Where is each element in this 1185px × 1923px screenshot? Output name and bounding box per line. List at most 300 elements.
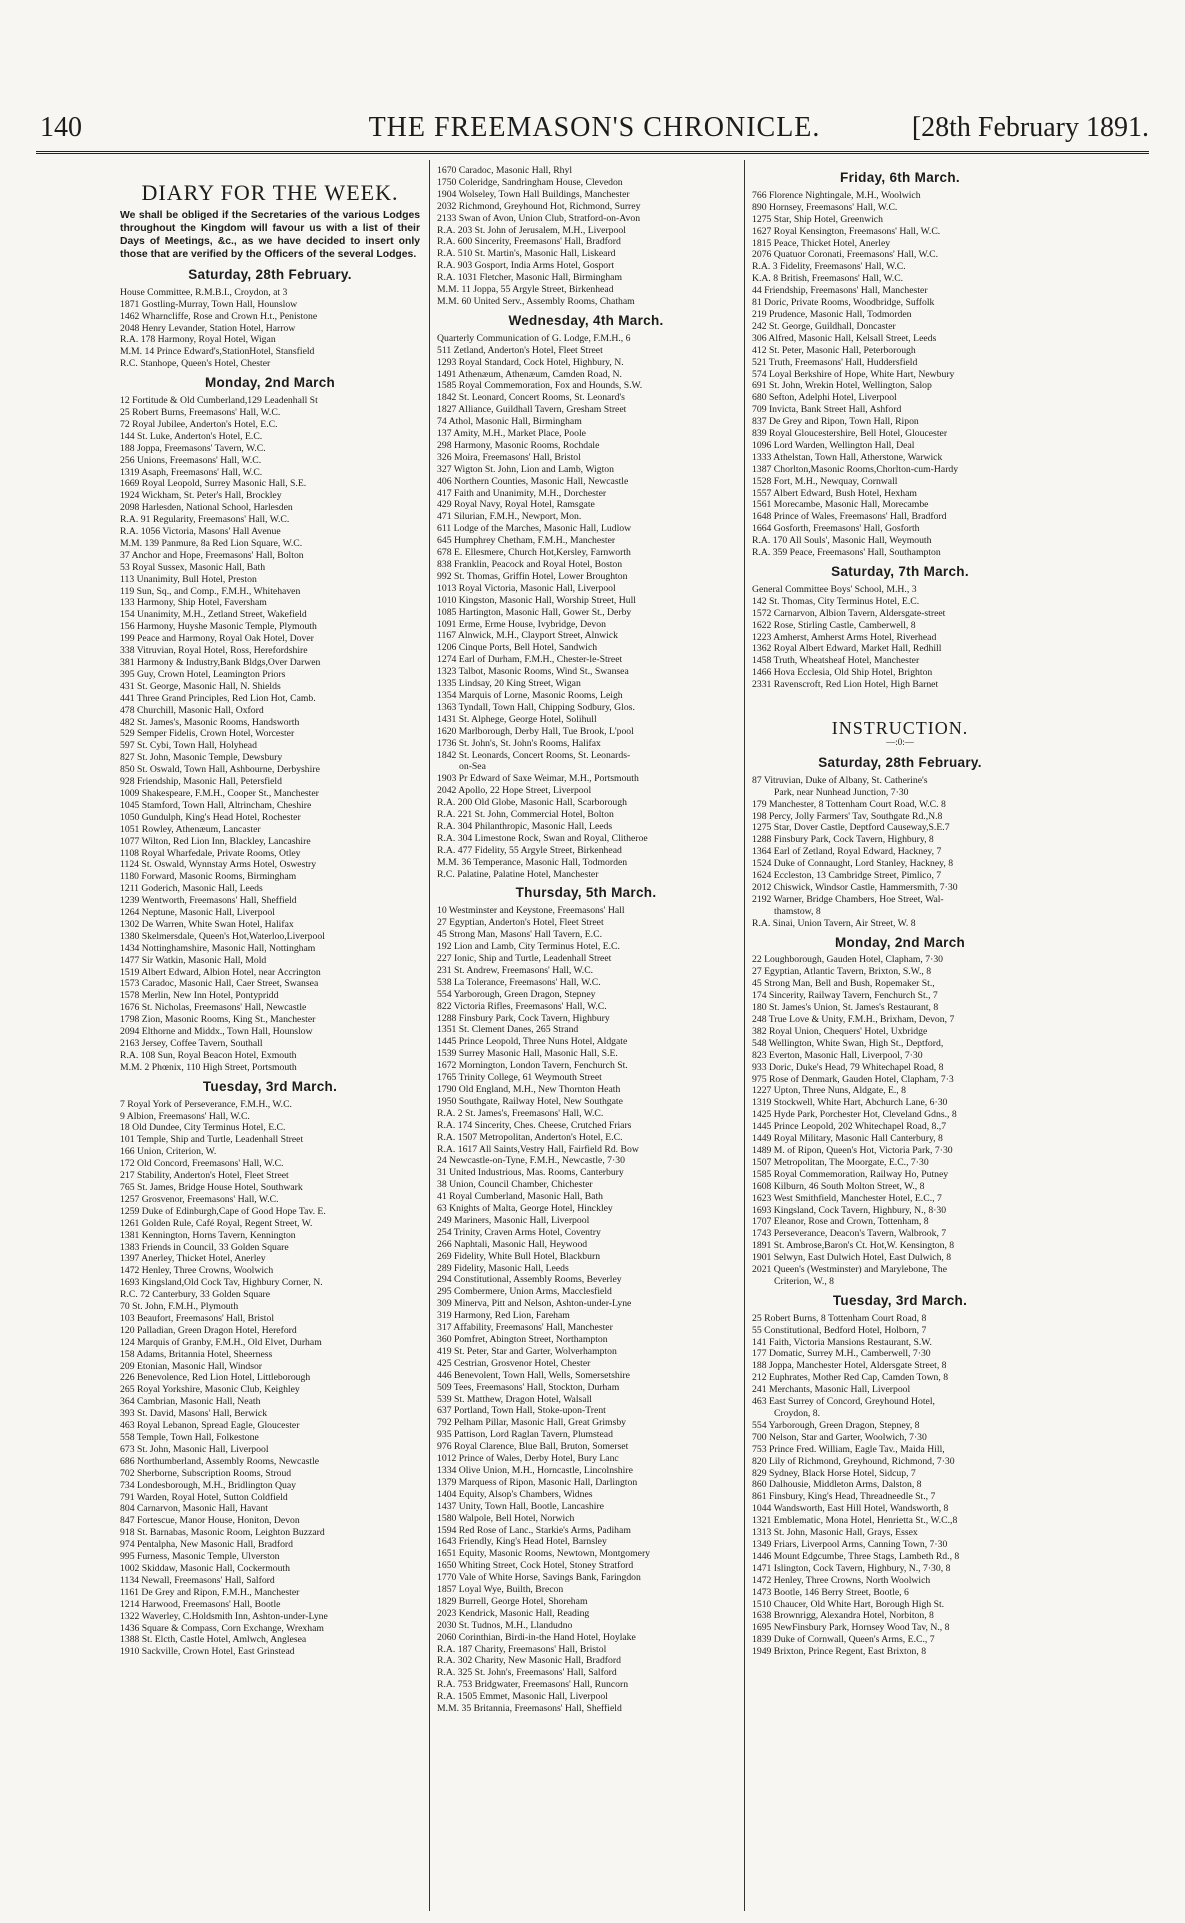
listing-line: 144 St. Luke, Anderton's Hotel, E.C. [120,430,263,442]
masthead-title: THE FREEMASON'S CHRONICLE. [368,112,821,143]
listing-line: 364 Cambrian, Masonic Hall, Neath [120,1396,261,1408]
listing-line: 1302 De Warren, White Swan Hotel, Halifax [120,918,294,930]
listing-line: R.A. 325 St. John's, Freemasons' Hall, Salford [437,1667,617,1679]
listing-line: 2098 Harlesden, National School, Harlesden [120,502,293,514]
day-heading: Saturday, 28th February. [188,266,352,282]
listing-line: 1275 Star, Ship Hotel, Greenwich [752,213,883,225]
listing-line: 188 Joppa, Freemasons' Tavern, W.C. [120,442,266,454]
listing-line: 838 Franklin, Peacock and Royal Hotel, Boston [437,559,623,570]
listing-line: 2048 Henry Levander, Station Hotel, Harrow [120,322,296,334]
listing-line: 1827 Alliance, Guildhall Tavern, Gresham Street [437,404,627,416]
listing-line: 72 Royal Jubilee, Anderton's Hotel, E.C. [120,418,278,430]
listing-line: 120 Palladian, Green Dragon Hotel, Hereford [120,1324,297,1336]
listing-line: R.A. 174 Sincerity, Ches. Cheese, Crutched Friars [437,1119,632,1131]
listing-line: 1519 Albert Edward, Albion Hotel, near Accrington [120,966,321,978]
listing-line: 1585 Royal Commemoration, Fox and Hounds, S.W. [437,380,643,392]
listing-line: 928 Friendship, Masonic Hall, Petersfield [120,776,282,788]
listing-line: 1507 Metropolitan, The Moorgate, E.C., 7·30 [752,1156,929,1168]
listing-line: 431 St. George, Masonic Hall, N. Shields [120,680,281,692]
listing-line: House Committee, R.M.B.I., Croydon, at 3 [120,286,288,298]
listing-line: 2032 Richmond, Greyhound Hot, Richmond, Surrey [437,200,641,212]
listing-line: 1651 Equity, Masonic Rooms, Newtown, Montgomery [437,1548,651,1560]
listing-line: 1573 Caradoc, Masonic Hall, Caer Street, Swansea [120,978,319,990]
day-listing [752,1313,1048,1658]
diary-days [752,172,1048,691]
listing-line: 1206 Cinque Ports, Bell Hotel, Sandwich [437,642,598,654]
listing-line: 1901 Selwyn, East Dulwich Hotel, East Dulwich, 8 [752,1252,952,1264]
listing-line: 1770 Vale of White Horse, Savings Bank, Faringdon [437,1572,641,1584]
day-heading: Wednesday, 4th March. [508,312,664,328]
listing-line: 124 Marquis of Granby, F.M.H., Old Elvet, Durham [120,1336,322,1348]
listing-line: 141 Faith, Victoria Mansions Restaurant, S.W. [752,1336,932,1348]
listing-line: 1910 Sackville, Crown Hotel, East Grinstead [120,1646,295,1658]
listing-line: 199 Peace and Harmony, Royal Oak Hotel, Dover [120,633,314,645]
day-listing [752,775,1048,930]
listing-line: 25 Robert Burns, 8 Tottenham Court Road, 8 [752,1312,927,1324]
listing-line: 860 Dalhousie, Middleton Arms, Dalston, 8 [752,1479,922,1491]
listing-line: 179 Manchester, 8 Tottenham Court Road, W.C. 8 [752,798,946,810]
listing-line: 22 Loughborough, Gauden Hotel, Clapham, 7·30 [752,954,944,966]
listing-line: R.A. 1507 Metropolitan, Anderton's Hotel, E.C. [437,1131,623,1143]
listing-line: 558 Temple, Town Hall, Folkestone [120,1432,259,1443]
listing-line: 1362 Royal Albert Edward, Market Hall, Redhill [752,643,942,655]
listing-line: 1257 Grosvenor, Freemasons' Hall, W.C. [120,1193,279,1205]
listing-line: 1669 Royal Leopold, Surrey Masonic Hall, S.E. [120,478,307,490]
listing-line: 1239 Wentworth, Freemasons' Hall, Sheffield [120,895,297,907]
listing-line: 1638 Brownrigg, Alexandra Hotel, Norbiton, 8 [752,1610,934,1622]
listing-line: 1091 Erme, Erme House, Ivybridge, Devon [437,618,606,630]
day-listing [752,584,1048,691]
listing-line: 1397 Anerley, Thicket Hotel, Anerley [120,1253,266,1265]
listing-line: 1288 Finsbury Park, Cock Tavern, Highbury [437,1012,610,1024]
listing-line: 25 Robert Burns, Freemasons' Hall, W.C. [120,406,281,418]
listing-line: 1363 Tyndall, Town Hall, Chipping Sodbury, Glos. [437,701,635,713]
listing-line: 1557 Albert Edward, Bush Hotel, Hexham [752,487,917,499]
listing-line: R.A. 359 Peace, Freemasons' Hall, Southampton [752,547,941,559]
listing-line: 709 Invicta, Bank Street Hall, Ashford [752,404,902,416]
listing-line: 791 Warden, Royal Hotel, Sutton Coldfield [120,1491,288,1503]
listing-line: 1313 St. John, Masonic Hall, Grays, Essex [752,1527,918,1539]
listing-line: 765 St. James, Bridge House Hotel, Southwark [120,1181,303,1193]
listing-line: 1627 Royal Kensington, Freemasons' Hall, W.C. [752,225,941,237]
listing-line: 482 St. James's, Masonic Rooms, Handsworth [120,716,300,728]
listing-line: R.A. 1056 Victoria, Masons' Hall Avenue [120,526,281,538]
listing-line: 1842 St. Leonard, Concert Rooms, St. Leonard's [437,392,625,404]
listing-line: 1524 Duke of Connaught, Lord Stanley, Hackney, 8 [752,858,954,870]
listing-line: 827 St. John, Masonic Temple, Dewsbury [120,752,283,764]
listing-line: 9 Albion, Freemasons' Hall, W.C. [120,1110,250,1122]
listing-line: 1458 Truth, Wheatsheaf Hotel, Manchester [752,655,920,667]
listing-line: 254 Trinity, Craven Arms Hotel, Coventry [437,1226,601,1238]
listing-line: 1462 Wharncliffe, Rose and Crown H.t., Penistone [120,310,318,322]
listing-line: 1643 Friendly, King's Head Hotel, Barnsley [437,1536,607,1548]
listing-line: 12 Fortitude & Old Cumberland,129 Leadenhall St [120,395,318,407]
listing-line: 1161 De Grey and Ripon, F.M.H., Manchester [120,1586,300,1598]
listing-line: M.M. 11 Joppa, 55 Argyle Street, Birkenhead [437,284,614,296]
listing-line: 10 Westminster and Keystone, Freemasons' Hall [437,905,625,917]
page-number: 140 [40,112,82,143]
listing-line: 933 Doric, Duke's Head, 79 Whitechapel Road, 8 [752,1061,944,1073]
listing-line: M.M. 14 Prince Edward's,StationHotel, Stansfield [120,346,315,358]
listing-line: 1333 Athelstan, Town Hall, Atherstone, Warwick [752,451,943,463]
listing-line: M.M. 35 Britannia, Freemasons' Hall, Sheffield [437,1703,622,1715]
listing-line: 1620 Marlborough, Derby Hall, Tue Brook, L'pool [437,725,634,737]
listing-line: R.A. 3 Fidelity, Freemasons' Hall, W.C. [752,261,906,273]
listing-line: 935 Pattison, Lord Raglan Tavern, Plumstead [437,1429,613,1441]
listing-line: 393 St. David, Masons' Hall, Berwick [120,1408,268,1420]
listing-line: 1322 Waverley, C.Holdsmith Inn, Ashton-under-Lyne [120,1610,328,1622]
listing-line: 1275 Star, Dover Castle, Deptford Causeway,S.E.7 [752,822,950,834]
listing-line: 509 Tees, Freemasons' Hall, Stockton, Durham [437,1381,620,1393]
listing-line: 142 St. Thomas, City Terminus Hotel, E.C. [752,595,920,607]
day-listing [120,395,420,1074]
listing-line: 1446 Mount Edgcumbe, Three Stags, Lambeth Rd., 8 [752,1550,960,1562]
column-divider [429,160,430,1911]
day-listing [120,287,420,370]
listing-line: Croydon, 8. [774,1408,821,1419]
listing-line: 63 Knights of Malta, George Hotel, Hinckley [437,1203,613,1215]
diary-intro: We shall be obliged if the Secretaries of the various Lodges throughout the Kingdom will favour us with a list of their Days of Meetings, &c., as we have decided to insert only those that are verified by the Officers of the several Lodges. [120,209,420,260]
listing-line: R.C. Palatine, Palatine Hotel, Manchester [437,868,599,880]
listing-line: 226 Benevolence, Red Lion Hotel, Littleborough [120,1372,311,1384]
column-right [752,165,1048,1905]
listing-line: 1381 Kennington, Horns Tavern, Kennington [120,1229,296,1241]
listing-line: 188 Joppa, Manchester Hotel, Aldersgate Street, 8 [752,1360,947,1372]
listing-line: 2094 Elthorne and Middx., Town Hall, Hounslow [120,1026,313,1038]
listing-line: 156 Harmony, Huyshe Masonic Temple, Plymouth [120,621,317,633]
listing-line: 289 Fidelity, Masonic Hall, Leeds [437,1262,569,1274]
listing-line: 395 Guy, Crown Hotel, Leamington Priors [120,668,286,680]
listing-line: 113 Unanimity, Bull Hotel, Preston [120,573,257,585]
listing-line: 256 Unions, Freemasons' Hall, W.C. [120,454,262,466]
listing-line: 1274 Earl of Durham, F.M.H., Chester-le-Street [437,654,623,666]
listing-line: 41 Royal Cumberland, Masonic Hall, Bath [437,1191,604,1203]
day-heading: Saturday, 28th February. [818,754,982,770]
diary-days [437,312,735,1715]
day-heading: Monday, 2nd March [204,375,336,391]
listing-line: 611 Lodge of the Marches, Masonic Hall, Ludlow [437,523,632,535]
listing-line: 2023 Kendrick, Masonic Hall, Reading [437,1607,590,1619]
section-ornament: —:0:— [886,736,914,747]
listing-line: 1561 Morecambe, Masonic Hall, Morecambe [752,499,929,511]
listing-line: Quarterly Communication of G. Lodge, F.M.H., 6 [437,332,631,344]
listing-line: 241 Merchants, Masonic Hall, Liverpool [752,1384,911,1396]
listing-line: 597 St. Cybi, Town Hall, Holyhead [120,740,257,752]
listing-line: 27 Egyptian, Anderton's Hotel, Fleet Street [437,917,604,929]
listing-line: 2331 Ravenscroft, Red Lion Hotel, High Barnet [752,679,939,691]
listing-line: 1578 Merlin, New Inn Hotel, Pontypridd [120,990,279,1002]
listing-line: 177 Domatic, Surrey M.H., Camberwell, 7·30 [752,1348,931,1360]
listing-line: 554 Yarborough, Green Dragon, Stepney [437,988,596,1000]
listing-line: 269 Fidelity, White Bull Hotel, Blackburn [437,1250,601,1262]
listing-line: 319 Harmony, Red Lion, Fareham [437,1310,570,1322]
listing-line: R.A. Sinai, Union Tavern, Air Street, W. 8 [752,917,916,929]
listing-line: 212 Euphrates, Mother Red Cap, Camden Town, 8 [752,1372,949,1384]
listing-line: 637 Portland, Town Hall, Stoke-upon-Trent [437,1405,606,1417]
listing-line: R.A. 1617 All Saints,Vestry Hall, Fairfield Rd. Bow [437,1143,639,1155]
listing-line: 792 Pelham Pillar, Masonic Hall, Great Grimsby [437,1417,627,1429]
listing-line: 992 St. Thomas, Griffin Hotel, Lower Broughton [437,570,628,582]
listing-line: 38 Union, Council Chamber, Chichester [437,1179,593,1191]
listing-line: 192 Lion and Lamb, City Terminus Hotel, E.C. [437,941,620,953]
listing-line: M.M. 60 United Serv., Assembly Rooms, Chatham [437,295,635,307]
listing-line: 45 Strong Man, Masons' Hall Tavern, E.C. [437,929,603,941]
listing-line: 295 Combermere, Union Arms, Macclesfield [437,1286,612,1298]
listing-line: K.A. 8 British, Freemasons' Hall, W.C. [752,273,904,285]
listing-line: 1750 Coleridge, Sandringham House, Clevedon [437,176,623,188]
listing-line: 1903 Pr Edward of Saxe Weimar, M.H., Portsmouth [437,773,639,785]
listing-line: 1857 Loyal Wye, Builth, Brecon [437,1584,564,1596]
listing-line: 820 Lily of Richmond, Greyhound, Richmond, 7·30 [752,1455,955,1467]
listing-line: 1736 St. John's, St. John's Rooms, Halifax [437,737,601,749]
listing-line: 1449 Royal Military, Masonic Hall Canterbury, 8 [752,1133,943,1145]
listing-line: R.A. 178 Harmony, Royal Hotel, Wigan [120,334,276,346]
listing-line: 1472 Henley, Three Crowns, Woolwich [120,1265,274,1277]
listing-line: 381 Harmony & Industry,Bank Bldgs,Over Darwen [120,657,321,668]
listing-line: 1539 Surrey Masonic Hall, Masonic Hall, S.E. [437,1048,618,1060]
column-divider [744,160,745,1911]
listing-line: 1351 St. Clement Danes, 265 Strand [437,1024,579,1036]
listing-line: 1009 Shakespeare, F.M.H., Cooper St., Manchester [120,787,319,799]
listing-line: 1594 Red Rose of Lanc., Starkie's Arms, Padiham [437,1524,631,1536]
listing-line: 1950 Southgate, Railway Hotel, New Southgate [437,1095,623,1107]
listing-line: 2030 St. Tudnos, M.H., Llandudno [437,1619,573,1631]
listing-line: 2042 Apollo, 22 Hope Street, Liverpool [437,785,592,797]
listing-line: 680 Sefton, Adelphi Hotel, Liverpool [752,392,897,404]
listing-line: 265 Royal Yorkshire, Masonic Club, Keighley [120,1384,300,1396]
listing-line: 217 Stability, Anderton's Hotel, Fleet Street [120,1170,289,1182]
listing-line: 1323 Talbot, Masonic Rooms, Wind St., Swansea [437,666,629,678]
listing-line: R.A. 91 Regularity, Freemasons' Hall, W.C. [120,514,290,526]
listing-line: 412 St. Peter, Masonic Hall, Peterborough [752,344,916,356]
listing-line: R.A. 187 Charity, Freemasons' Hall, Bristol [437,1643,607,1655]
listing-line: 850 St. Oswald, Town Hall, Ashbourne, Derbyshire [120,764,320,776]
listing-line: 1167 Alnwick, M.H., Clayport Street, Alnwick [437,630,618,642]
listing-line: 1434 Nottinghamshire, Masonic Hall, Nottingham [120,942,316,954]
listing-line: 804 Carnarvon, Masonic Hall, Havant [120,1503,268,1515]
listing-line: 548 Wellington, White Swan, High St., Deptford, [752,1037,944,1049]
listing-line: 539 St. Matthew, Dragon Hotel, Walsall [437,1393,593,1405]
listing-line: 2021 Queen's (Westminster) and Marylebone, The [752,1264,948,1276]
listing-line: 1388 St. Elcth, Castle Hotel, Amlwch, Anglesea [120,1634,307,1646]
listing-line: 2076 Quatuor Coronati, Freemasons' Hall, W.C. [752,249,939,261]
column-middle [437,165,735,1905]
listing-line: 1572 Carnarvon, Albion Tavern, Aldersgate-street [752,607,946,619]
listing-line: 227 Ionic, Ship and Turtle, Leadenhall Street [437,953,612,964]
listing-line: R.C. 72 Canterbury, 33 Golden Square [120,1289,271,1301]
listing-line: R.A. 477 Fidelity, 55 Argyle Street, Birkenhead [437,844,622,856]
listing-line: M.M. 2 Phœnix, 110 High Street, Portsmouth [120,1061,297,1073]
listing-line: 861 Finsbury, King's Head, Threadneedle St., 7 [752,1491,936,1503]
listing-line: 74 Athol, Masonic Hall, Birmingham [437,416,582,428]
listing-line: 700 Nelson, Star and Garter, Woolwich, 7·30 [752,1431,927,1443]
listing-line: R.A. 304 Limestone Rock, Swan and Royal, Clitheroe [437,832,648,844]
listing-line: R.C. Stanhope, Queen's Hotel, Chester [120,358,271,370]
listing-line: 1387 Chorlton,Masonic Rooms,Chorlton-cum-Hardy [752,463,959,475]
listing-line: 538 La Tolerance, Freemasons' Hall, W.C. [437,976,601,988]
listing-line: 87 Vitruvian, Duke of Albany, St. Catherine's [752,774,928,786]
listing-line: 2012 Chiswick, Windsor Castle, Hammersmith, 7·30 [752,881,958,893]
listing-line: 678 E. Ellesmere, Church Hot,Kersley, Farnworth [437,547,631,559]
listing-line: 974 Pentalpha, New Masonic Hall, Bradford [120,1539,293,1551]
listing-line: 1335 Lindsay, 20 King Street, Wigan [437,678,581,690]
listing-line: 1695 NewFinsbury Park, Hornsey Wood Tav, N., 8 [752,1622,950,1634]
listing-line: 511 Zetland, Anderton's Hotel, Fleet Street [437,344,603,356]
listing-line: 478 Churchill, Masonic Hall, Oxford [120,704,264,716]
day-heading: Saturday, 7th March. [831,564,969,579]
listing-line: 1798 Zion, Masonic Rooms, King St., Manchester [120,1014,316,1026]
instruction-heading: INSTRUCTION. [831,718,969,739]
listing-line: 446 Benevolent, Town Hall, Wells, Somersetshire [437,1369,630,1381]
listing-line: 360 Pomfret, Abington Street, Northampton [437,1334,608,1345]
listing-line: 734 Londesborough, M.H., Bridlington Quay [120,1479,296,1491]
listing-line: 103 Beaufort, Freemasons' Hall, Bristol [120,1312,275,1324]
listing-line: 2133 Swan of Avon, Union Club, Stratford-on-Avon [437,212,641,224]
listing-line: General Committee Boys' School, M.H., 3 [752,583,917,595]
day-heading: Monday, 2nd March [834,934,966,950]
listing-line: Park, near Nunhead Junction, 7·30 [774,786,909,798]
listing-line: 1839 Duke of Cornwall, Queen's Arms, E.C., 7 [752,1634,935,1646]
listing-line: 702 Sherborne, Subscription Rooms, Stroud [120,1467,292,1479]
listing-line: 1214 Harwood, Freemasons' Hall, Bootle [120,1598,281,1610]
listing-line: 976 Royal Clarence, Blue Ball, Bruton, Somerset [437,1441,629,1453]
listing-line: 1436 Square & Compass, Corn Exchange, Wrexham [120,1622,324,1634]
listing-line: 1261 Golden Rule, Café Royal, Regent Street, W. [120,1217,313,1229]
listing-line: 198 Percy, Jolly Farmers' Tav, Southgate Rd.,N.8 [752,810,943,822]
diary-title: DIARY FOR THE WEEK. [141,180,399,205]
listing-line: 306 Alfred, Masonic Hall, Kelsall Street, Leeds [752,332,937,344]
listing-line: R.A. 221 St. John, Commercial Hotel, Bolton [437,809,614,821]
listing-line: 81 Doric, Private Rooms, Woodbridge, Suffolk [752,297,935,309]
listing-line: M.M. 36 Temperance, Masonic Hall, Todmorden [437,856,628,868]
listing-line: R.A. 203 St. John of Jerusalem, M.H., Liverpool [437,224,626,236]
listing-line: 44 Friendship, Freemasons' Hall, Manchester [752,285,928,297]
listing-line: R.A. 903 Gosport, India Arms Hotel, Gosport [437,260,615,272]
listing-line: 2192 Warner, Bridge Chambers, Hoe Street, Wal- [752,893,944,905]
listing-line: 1380 Skelmersdale, Queen's Hot,Waterloo,Liverpool [120,930,325,942]
listing-line: 1431 St. Alphege, George Hotel, Solihull [437,713,597,725]
listing-line: 172 Old Concord, Freemasons' Hall, W.C. [120,1158,284,1170]
listing-line: 338 Vitruvian, Royal Hotel, Ross, Herefordshire [120,645,308,657]
listing-line: 975 Rose of Denmark, Gauden Hotel, Clapham, 7·3 [752,1073,954,1085]
listing-line: 829 Sydney, Black Horse Hotel, Sidcup, 7 [752,1467,916,1479]
listing-line: 1211 Goderich, Masonic Hall, Leeds [120,883,263,895]
listing-line: 1650 Whiting Street, Cock Hotel, Stoney Stratford [437,1560,634,1572]
continued-listing [437,165,735,308]
listing-line: 24 Newcastle-on-Tyne, F.M.H., Newcastle, 7·30 [437,1155,625,1167]
listing-line: 1670 Caradoc, Masonic Hall, Rhyl [437,165,573,176]
listing-line: 1319 Asaph, Freemasons' Hall, W.C. [120,466,263,478]
listing-line: 1790 Old England, M.H., New Thornton Heath [437,1083,621,1095]
listing-line: R.A. 753 Bridgwater, Freemasons' Hall, Runcorn [437,1679,629,1691]
listing-line: 294 Constitutional, Assembly Rooms, Beverley [437,1274,622,1286]
listing-line: 1259 Duke of Edinburgh,Cape of Good Hope Tav. E. [120,1205,326,1217]
listing-line: 1349 Friars, Liverpool Arms, Canning Town, 7·30 [752,1538,948,1550]
listing-line: M.M. 139 Panmure, 8a Red Lion Square, W.C. [120,537,303,549]
listing-line: 1829 Burrell, George Hotel, Shoreham [437,1595,588,1607]
listing-line: 1319 Stockwell, White Hart, Abchurch Lane, 6·30 [752,1097,948,1109]
listing-line: 1180 Forward, Masonic Rooms, Birmingham [120,871,297,883]
listing-line: 327 Wigton St. John, Lion and Lamb, Wigton [437,463,614,475]
listing-line: 1134 Newall, Freemasons' Hall, Salford [120,1574,275,1586]
listing-line: 1580 Walpole, Bell Hotel, Norwich [437,1512,575,1524]
listing-line: 1013 Royal Victoria, Masonic Hall, Liverpool [437,582,616,594]
listing-line: 298 Harmony, Masonic Rooms, Rochdale [437,439,600,451]
listing-line: 1815 Peace, Thicket Hotel, Anerley [752,237,891,249]
listing-line: 463 Royal Lebanon, Spread Eagle, Gloucester [120,1420,300,1432]
listing-line: 31 United Industrious, Mas. Rooms, Canterbury [437,1167,624,1179]
day-heading: Friday, 6th March. [840,170,960,185]
listing-line: 1489 M. of Ripon, Queen's Hot, Victoria Park, 7·30 [752,1144,953,1156]
listing-line: 1321 Emblematic, Mona Hotel, Henrietta St., W.C.,8 [752,1515,958,1527]
listing-line: 417 Faith and Unanimity, M.H., Dorchester [437,487,607,499]
day-heading: Tuesday, 3rd March. [832,1292,968,1308]
listing-line: 37 Anchor and Hope, Freemasons' Hall, Bolton [120,549,304,561]
listing-line: 1664 Gosforth, Freemasons' Hall, Gosforth [752,523,920,535]
day-heading: Tuesday, 3rd March. [202,1078,338,1094]
listing-line: 1904 Wolseley, Town Hall Buildings, Manchester [437,188,630,200]
listing-line: 158 Adams, Britannia Hotel, Sheerness [120,1348,273,1360]
listing-line: 1404 Equity, Alsop's Chambers, Widnes [437,1488,593,1500]
listing-line: R.A. 200 Old Globe, Masonic Hall, Scarborough [437,797,627,809]
listing-line: 1264 Neptune, Masonic Hall, Liverpool [120,907,275,919]
listing-line: on-Sea [459,761,486,773]
listing-line: 995 Furness, Masonic Temple, Ulverston [120,1551,280,1563]
day-listing [752,190,1048,559]
listing-line: 2060 Corinthian, Birdi-in-the Hand Hotel, Hoylake [437,1631,636,1643]
listing-line: 174 Sincerity, Railway Tavern, Fenchurch St., 7 [752,990,938,1002]
diary-days [120,266,420,1658]
listing-line: 691 St. John, Wrekin Hotel, Wellington, Salop [752,380,932,392]
listing-line: 554 Yarborough, Green Dragon, Stepney, 8 [752,1419,920,1431]
listing-line: 137 Amity, M.H., Market Place, Poole [437,428,586,440]
listing-line: 1528 Fort, M.H., Newquay, Cornwall [752,475,898,487]
listing-line: 1445 Prince Leopold, Three Nuns Hotel, Aldgate [437,1036,628,1048]
day-listing [437,333,735,881]
listing-line: 1010 Kingston, Masonic Hall, Worship Street, Hull [437,594,636,606]
listing-line: 1364 Earl of Zetland, Royal Edward, Hackney, 7 [752,846,942,858]
listing-line: R.A. 2 St. James's, Freemasons' Hall, W.C. [437,1107,604,1119]
listing-line: R.A. 108 Sun, Royal Beacon Hotel, Exmouth [120,1049,297,1061]
listing-line: 1765 Trinity College, 61 Weymouth Street [437,1072,602,1084]
listing-line: 209 Etonian, Masonic Hall, Windsor [120,1360,263,1372]
listing-line: 1051 Rowley, Athenæum, Lancaster [120,823,261,835]
listing-line: 463 East Surrey of Concord, Greyhound Hotel, [752,1396,935,1408]
listing-line: 918 St. Barnabas, Masonic Room, Leighton Buzzard [120,1527,325,1539]
listing-line: 326 Moira, Freemasons' Hall, Bristol [437,451,581,463]
listing-line: 1227 Upton, Three Nuns, Aldgate, E., 8 [752,1085,906,1097]
listing-line: 18 Old Dundee, City Terminus Hotel, E.C. [120,1122,286,1134]
listing-line: 753 Prince Fred. William, Eagle Tav., Maida Hill, [752,1443,945,1455]
listing-line: 231 St. Andrew, Freemasons' Hall, W.C. [437,964,594,976]
listing-line: 1379 Marquess of Ripon, Masonic Hall, Darlington [437,1476,638,1488]
listing-line: 1012 Prince of Wales, Derby Hotel, Bury Lanc [437,1453,619,1465]
listing-line: 1334 Olive Union, M.H., Horncastle, Lincolnshire [437,1464,633,1476]
listing-line: 1223 Amherst, Amherst Arms Hotel, Riverhead [752,631,937,643]
listing-line: 766 Florence Nightingale, M.H., Woolwich [752,189,921,201]
listing-line: 1510 Chaucer, Old White Hart, Borough High St. [752,1598,945,1610]
listing-line: 1466 Hova Ecclesia, Old Ship Hotel, Brighton [752,667,933,679]
listing-line: 101 Temple, Ship and Turtle, Leadenhall Street [120,1134,304,1146]
listing-line: 1471 Islington, Cock Tavern, Highbury, N., 7·30, 8 [752,1562,951,1574]
listing-line: 1383 Friends in Council, 33 Golden Square [120,1241,289,1253]
listing-line: 1124 St. Oswald, Wynnstay Arms Hotel, Oswestry [120,859,317,871]
listing-line: 1924 Wickham, St. Peter's Hall, Brockley [120,490,282,502]
listing-line: 133 Harmony, Ship Hotel, Faversham [120,597,267,609]
listing-line: 1648 Prince of Wales, Freemasons' Hall, Bradford [752,511,947,523]
column-left [120,165,420,1905]
listing-line: 1891 St. Ambrose,Baron's Ct. Hot,W. Kensington, 8 [752,1240,955,1252]
